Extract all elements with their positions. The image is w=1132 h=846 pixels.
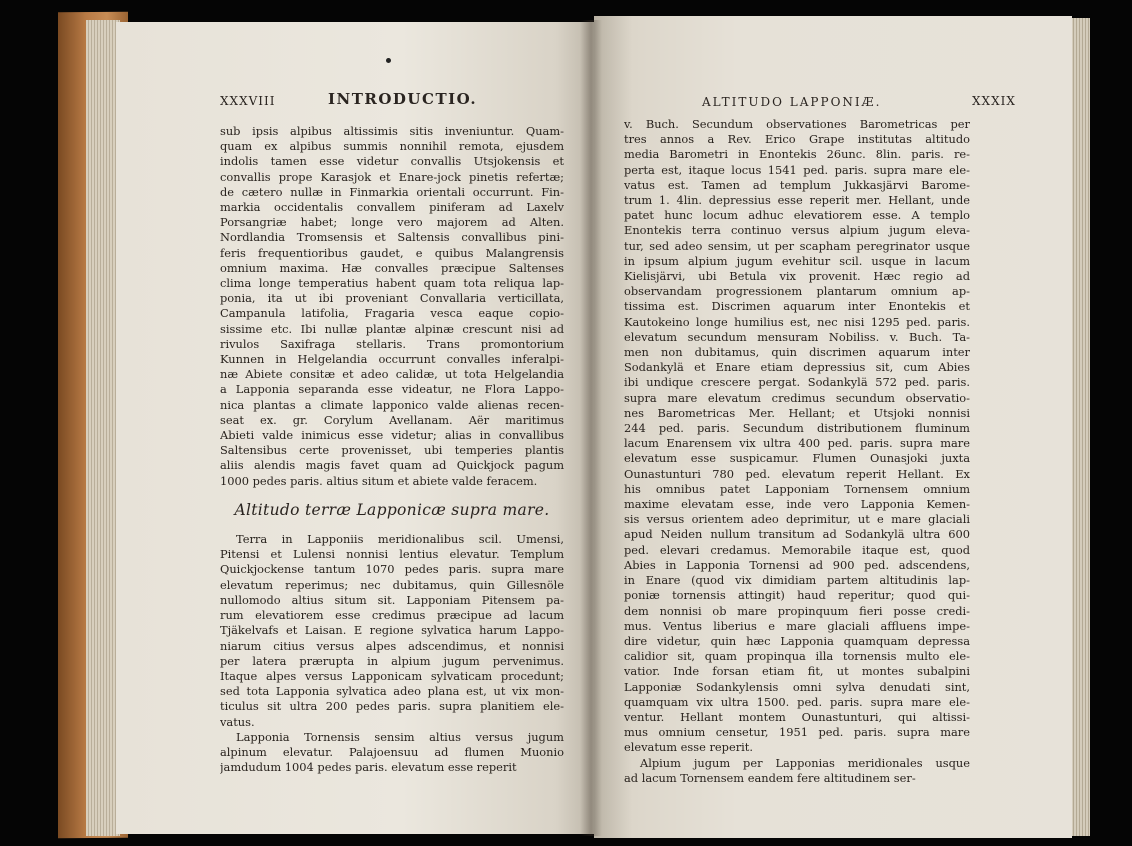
text-line: niarum citius versus alpes adscendimus, et nonnisi — [220, 638, 564, 653]
text-line: de cætero nullæ in Finmarkia orientali occurrunt. Fin- — [220, 184, 564, 199]
text-line: clima longe temperatius habent quam tota reliqua lap- — [220, 276, 564, 291]
section-heading: Altitudo terræ Lapponicæ supra mare. — [234, 500, 550, 519]
text-line: supra mare elevatum credimus secundum observatio- — [624, 390, 970, 405]
text-line: in Enare (quod vix dimidiam partem altitudinis lap- — [624, 573, 970, 588]
text-line: næ Abiete consitæ et adeo calidæ, ut tota Helgelandia — [220, 367, 564, 382]
left-page-number: XXXVIII — [220, 94, 276, 108]
text-line: sed tota Lapponia sylvatica adeo plana est, ut vix mon- — [220, 684, 564, 699]
right-running-title: ALTITUDO LAPPONIÆ. — [702, 95, 882, 109]
text-line: indolis tamen esse videtur convallis Utsjokensis et — [220, 154, 564, 169]
text-line: Abies in Lapponia Tornensi ad 900 ped. adscendens, — [624, 557, 970, 572]
text-line: Saltensibus certe provenisset, ubi temperies plantis — [220, 443, 564, 458]
text-line: vatior. Inde forsan etiam fit, ut montes subalpini — [624, 664, 970, 679]
right-page — [594, 16, 1072, 838]
text-line: quam ex alpibus summis nonnihil remota, ejusdem — [220, 139, 564, 154]
text-line: tur, sed adeo sensim, ut per scapham peregrinator usque — [624, 238, 970, 253]
text-line: elevatum esse suspicamur. Flumen Ounasjoki juxta — [624, 451, 970, 466]
text-line: nes Barometricas Mer. Hellant; et Utsjoki nonnisi — [624, 405, 970, 420]
left-paragraph-1 — [220, 124, 564, 489]
text-line: rum elevatiorem esse credimus præcipue ad lacum — [220, 608, 564, 623]
right-paragraph-2 — [624, 756, 970, 786]
text-line: perta est, itaque locus 1541 ped. paris. supra mare ele- — [624, 162, 970, 177]
text-line: his omnibus patet Lapponiam Tornensem omnium — [624, 481, 970, 496]
right-page-number: XXXIX — [972, 94, 1016, 108]
text-line: elevatum esse reperit. — [624, 740, 753, 755]
text-line: a Lapponia separanda esse videatur, ne Flora Lappo- — [220, 382, 564, 397]
text-line: Alpium jugum per Lapponias meridionales usque — [640, 755, 970, 770]
text-line: Lapponia Tornensis sensim altius versus jugum — [236, 729, 564, 744]
right-text-column — [624, 117, 970, 786]
text-line: mus omnium censetur, 1951 ped. paris. supra mare — [624, 725, 970, 740]
text-line: in ipsum alpium jugum evehitur scil. usque in lacum — [624, 253, 970, 268]
text-line: elevatum secundum mensuram Nobiliss. v. Buch. Ta- — [624, 329, 970, 344]
text-line: rivulos Saxifraga stellaris. Trans promontorium — [220, 336, 564, 351]
text-line: nica plantas a climate lapponico valde alienas recen- — [220, 397, 564, 412]
text-line: jamdudum 1004 pedes paris. elevatum esse reperit — [220, 760, 517, 775]
text-line: Sodankylä et Enare etiam depressius sit, cum Abies — [624, 360, 970, 375]
text-line: tissima est. Discrimen aquarum inter Enontekis et — [624, 299, 970, 314]
text-line: vatus est. Tamen ad templum Jukkasjärvi Barome- — [624, 177, 970, 192]
left-paragraph-3 — [220, 730, 564, 776]
text-line: maxime elevatam esse, inde vero Lapponia Kemen- — [624, 497, 970, 512]
text-line: elevatum reperimus; nec dubitamus, quin Gillesnöle — [220, 577, 564, 592]
text-line: trum 1. 4lin. depressius esse reperit mer. Hellant, unde — [624, 193, 970, 208]
text-line: markia occidentalis convallem piniferam ad Laxelv — [220, 200, 564, 215]
text-line: alpinum elevatur. Palajoensuu ad flumen Muonio — [220, 744, 564, 759]
text-line: patet hunc locum adhuc elevatiorem esse. A templo — [624, 208, 970, 223]
left-page — [116, 22, 594, 834]
text-line: lacum Enarensem vix ultra 400 ped. paris. supra mare — [624, 436, 970, 451]
text-line: ped. elevari credamus. Memorabile itaque est, quod — [624, 542, 970, 557]
text-line: Tjäkelvafs et Laisan. E regione sylvatica harum Lappo- — [220, 623, 564, 638]
book-gutter — [580, 20, 602, 836]
text-line: poniæ tornensis attingit) haud reperitur; quod qui- — [624, 588, 970, 603]
text-line: Campanula latifolia, Fragaria vesca eaque copio- — [220, 306, 564, 321]
text-line: per latera prærupta in alpium jugum pervenimus. — [220, 653, 564, 668]
text-line: Porsangriæ habet; longe vero majorem ad Alten. — [220, 215, 564, 230]
text-line: Pitensi et Lulensi nonnisi lentius elevatur. Templum — [220, 547, 564, 562]
text-line: Kunnen in Helgelandia occurrunt convalles inferalpi- — [220, 352, 564, 367]
left-paragraph-2 — [220, 532, 564, 730]
text-line: ibi undique crescere pergat. Sodankylä 572 ped. paris. — [624, 375, 970, 390]
text-line: Ounastunturi 780 ped. elevatum reperit Hellant. Ex — [624, 466, 970, 481]
text-line: convallis prope Karasjok et Enare-jock pinetis refertæ; — [220, 169, 564, 184]
text-line: vatus. — [220, 714, 255, 729]
text-line: feris frequentioribus gaudet, e quibus Malangrensis — [220, 245, 564, 260]
text-line: omnium maxima. Hæ convalles præcipue Saltenses — [220, 260, 564, 275]
text-line: observandam progressionem plantarum omnium ap- — [624, 284, 970, 299]
text-line: dem nonnisi ob mare propinquum fieri posse credi- — [624, 603, 970, 618]
text-line: sissime etc. Ibi nullæ plantæ alpinæ crescunt nisi ad — [220, 321, 564, 336]
text-line: tres annos a Rev. Erico Grape institutas altitudo — [624, 132, 970, 147]
text-line: Itaque alpes versus Lapponicam sylvaticam procedunt; — [220, 668, 564, 683]
left-text-column — [220, 124, 564, 775]
text-line: Terra in Lapponiis meridionalibus scil. Umensi, — [236, 532, 564, 547]
text-line: Kielisjärvi, ubi Betula vix provenit. Hæc regio ad — [624, 269, 970, 284]
text-line: seat ex. gr. Corylum Avellanam. Aër maritimus — [220, 412, 564, 427]
left-running-title: INTRODUCTIO. — [328, 90, 478, 108]
text-line: Enontekis terra continuo versus alpium jugum eleva- — [624, 223, 970, 238]
text-line: dire videtur, quin hæc Lapponia quamquam depressa — [624, 633, 970, 648]
text-line: calidior sit, quam propinqua illa tornensis multo ele- — [624, 649, 970, 664]
text-line: 1000 pedes paris. altius situm et abiete valde feracem. — [220, 473, 538, 488]
text-line: Quickjockense tantum 1070 pedes paris. supra mare — [220, 562, 564, 577]
ink-mark — [386, 58, 391, 63]
left-page-edges — [86, 20, 120, 836]
text-line: apud Neiden nullum transitum ad Sodankylä ultra 600 — [624, 527, 970, 542]
text-line: sub ipsis alpibus altissimis sitis inveniuntur. Quam- — [220, 124, 564, 138]
text-line: ventur. Hellant montem Ounastunturi, qui altissi- — [624, 709, 970, 724]
text-line: aliis alendis magis favet quam ad Quickjock pagum — [220, 458, 564, 473]
text-line: 244 ped. paris. Secundum distributionem fluminum — [624, 421, 970, 436]
text-line: men non dubitamus, quin discrimen aquarum inter — [624, 345, 970, 360]
right-paragraph-1 — [624, 117, 970, 756]
text-line: Nordlandia Tromsensis et Saltensis convallibus pini- — [220, 230, 564, 245]
text-line: Kautokeino longe humilius est, nec nisi 1295 ped. paris. — [624, 314, 970, 329]
text-line: nullomodo altius situm sit. Lapponiam Pitensem pa- — [220, 592, 564, 607]
text-line: ticulus sit ultra 200 pedes paris. supra planitiem ele- — [220, 699, 564, 714]
text-line: ponia, ita ut ibi proveniant Convallaria verticillata, — [220, 291, 564, 306]
text-line: Abieti valde inimicus esse videtur; alias in convallibus — [220, 428, 564, 443]
text-line: ad lacum Tornensem eandem fere altitudinem ser- — [624, 770, 916, 785]
text-line: sis versus orientem adeo deprimitur, ut e mare glaciali — [624, 512, 970, 527]
text-line: Lapponiæ Sodankylensis omni sylva denudati sint, — [624, 679, 970, 694]
text-line: v. Buch. Secundum observationes Barometricas per — [624, 117, 970, 131]
text-line: media Barometri in Enontekis 26unc. 8lin. paris. re- — [624, 147, 970, 162]
text-line: quamquam vix ultra 1500. ped. paris. supra mare ele- — [624, 694, 970, 709]
text-line: mus. Ventus liberius e mare glaciali affluens impe- — [624, 618, 970, 633]
